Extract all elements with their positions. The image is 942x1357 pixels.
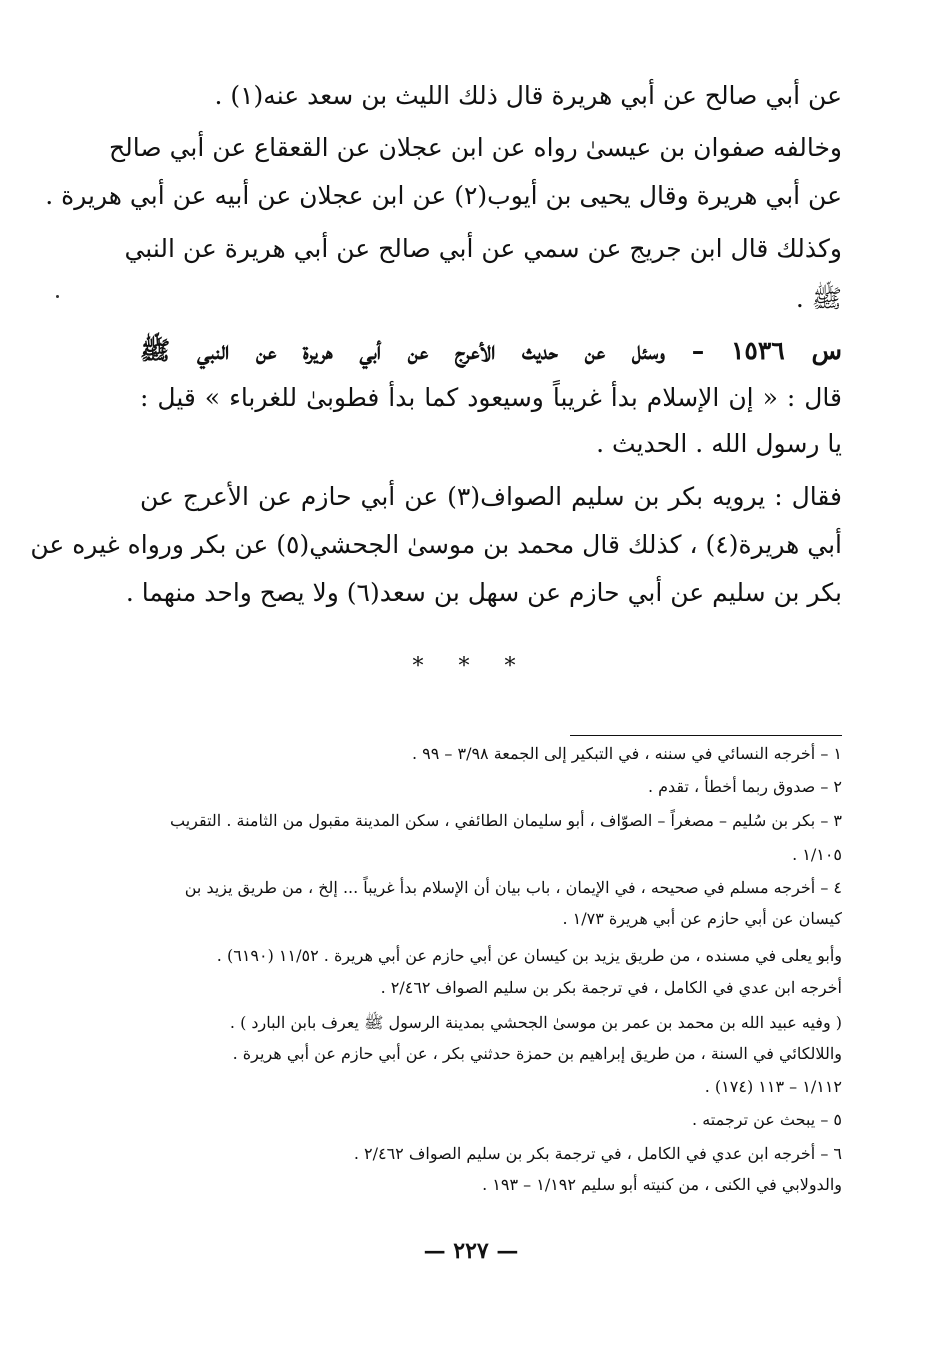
footnote-4-cont: كيسان عن أبي حازم عن أبي هريرة ١/٧٣ . xyxy=(562,909,842,928)
scan-speck xyxy=(56,295,59,298)
body-line-10: أبي هريرة(٤) ، كذلك قال محمد بن موسىٰ الجحشي(٥) عن بكر ورواه غيره عن xyxy=(30,530,842,559)
body-line-2: وخالفه صفوان بن عيسىٰ رواه عن ابن عجلان عن القعقاع عن أبي صالح xyxy=(109,133,842,162)
footnote-3: ٣ – بكر بن سُليم – مصغراً – الصوّاف ، أبو سليمان الطائفي ، سكن المدينة مقبول من الثامنة . التقريب xyxy=(170,811,842,830)
body-line-8: يا رسول الله . الحديث . xyxy=(596,429,842,458)
body-line-3: عن أبي هريرة وقال يحيى بن أيوب(٢) عن ابن عجلان عن أبيه عن أبي هريرة . xyxy=(45,181,842,210)
footnote-6: ٦ – أخرجه ابن عدي في الكامل ، في ترجمة بكر بن سليم الصواف ٢/٤٦٢ . xyxy=(353,1144,842,1163)
body-line-5: ﷺ . xyxy=(795,284,842,313)
section-separator: * * * xyxy=(412,654,530,679)
page-number: — ٢٢٧ — xyxy=(423,1238,519,1264)
body-line-11: بكر بن سليم عن أبي حازم عن سهل بن سعد(٦) ولا يصح واحد منهما . xyxy=(125,578,842,607)
footnote-6-cont: والدولابي في الكنى ، من كنيته أبو سليم ١/١٩٢ – ١٩٣ . xyxy=(482,1175,842,1194)
footnote-5: ٥ – يبحث عن ترجمته . xyxy=(692,1110,842,1129)
footnote-4-line-5: ( وفيه عبيد الله بن محمد بن عمر بن موسىٰ الجحشي بمدينة الرسول ﷺ يعرف بابن البارد ) . xyxy=(229,1013,842,1032)
body-line-9: فقال : يرويه بكر بن سليم الصواف(٣) عن أبي حازم عن الأعرج عن xyxy=(140,482,842,511)
body-line-7: قال : « إن الإسلام بدأ غريباً وسيعود كما بدأ فطوبىٰ للغرباء » قيل : xyxy=(140,383,842,412)
body-line-1: عن أبي صالح عن أبي هريرة قال ذلك الليث بن سعد عنه(١) . xyxy=(214,81,842,110)
footnote-rule xyxy=(570,735,842,736)
footnote-4: ٤ – أخرجه مسلم في صحيحه ، في الإيمان ، باب بيان أن الإسلام بدأ غريباً ... إلخ ، من طريق يزيد بن xyxy=(184,878,842,897)
footnote-4-line-6: واللالكائي في السنة ، من طريق إبراهيم بن حمزة حدثني بكر ، عن أبي حازم عن أبي هريرة . xyxy=(232,1044,842,1063)
footnote-1: ١ – أخرجه النسائي في سننه ، في التبكير إلى الجمعة ٣/٩٨ – ٩٩ . xyxy=(411,744,842,763)
footnote-4-line-3: وأبو يعلى في مسنده ، من طريق يزيد بن كيسان عن أبي حازم عن أبي هريرة . ١١/٥٢ (٦١٩٠) . xyxy=(216,946,842,965)
body-line-4: وكذلك قال ابن جريج عن سمي عن أبي صالح عن أبي هريرة عن النبي xyxy=(124,234,842,263)
footnote-4-line-7: ١/١١٢ – ١١٣ (١٧٤) . xyxy=(704,1077,842,1096)
question-heading: س ١٥٣٦ – وسئل عن حديث الأعرج عن أبي هريرة عن النبي ﷺ xyxy=(140,336,842,365)
footnote-4-line-4: أخرجه ابن عدي في الكامل ، في ترجمة بكر بن سليم الصواف ٢/٤٦٢ . xyxy=(380,978,842,997)
footnote-2: ٢ – صدوق ربما أخطأ ، تقدم . xyxy=(647,777,842,796)
footnote-3-cont: ١/١٠٥ . xyxy=(792,845,842,864)
